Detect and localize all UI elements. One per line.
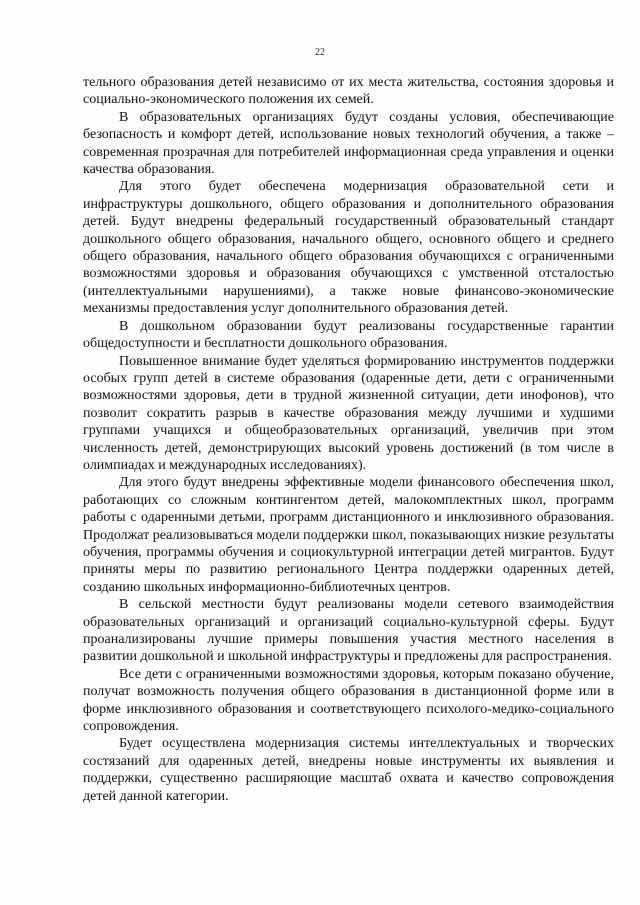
paragraph: Будет осуществлена модернизация системы интеллектуальных и творческих состязаний для одаренных детей, внедрены новые инструменты их выявления и поддержки, существенно расширяющие масштаб охвата и качество сопровождения детей данной категории. <box>83 736 614 804</box>
paragraph: В дошкольном образовании будут реализованы государственные гарантии общедоступности и бесплатности дошкольного образования. <box>83 318 614 352</box>
paragraph: тельного образования детей независимо от их места жительства, состояния здоровья и социально-экономического положения их семей. <box>83 75 614 108</box>
paragraph: Все дети с ограниченными возможностями здоровья, которым показано обучение, получат возможность получения общего образования в дистанционной форме или в форме инклюзивного образования и соответствующего психолого-медико-социального сопровождения. <box>83 666 614 735</box>
document-body <box>83 74 614 805</box>
paragraph: Для этого будет обеспечена модернизация образовательной сети и инфраструктуры дошкольного, общего образования и дополнительного образования детей. Будут внедрены федеральный государственный образовательный стандарт дошкольного общего образования, начального общего, основного общего и среднего общего образования, начального общего образования обучающихся с ограниченными возможностями здоровья и образования обучающихся с умственной отсталостью (интеллектуальными нарушениями), а также новые финансово-экономические механизмы предоставления услуг дополнительного образования детей. <box>83 179 614 317</box>
paragraph: Для этого будут внедрены эффективные модели финансового обеспечения школ, работающих со сложным контингентом детей, малокомплектных школ, программ работы с одаренными детьми, программ дистанционного и инклюзивного образования. Продолжат реализовываться модели поддержки школ, показывающих низкие результаты обучения, программы обучения и социокультурной интеграции детей мигрантов. Будут приняты меры по развитию регионального Центра поддержки одаренных детей, созданию школьных информационно-библиотечных центров. <box>83 475 614 595</box>
paragraph: В образовательных организациях будут созданы условия, обеспечивающие безопасность и комфорт детей, использование новых технологий обучения, а также – современная прозрачная для потребителей информационная среда управления и оценки качества образования. <box>83 109 614 178</box>
page-number: 22 <box>315 47 325 58</box>
paragraph: Повышенное внимание будет уделяться формированию инструментов поддержки особых групп детей в системе образования (одаренные дети, дети с ограниченными возможностями здоровья, дети в трудной жизненной ситуации, дети инофонов), что позволит сократить разрыв в качестве образования между лучшими и худшими группами учащихся и общеобразовательных организаций, увеличив при этом численность детей, демонстрирующих высокий уровень достижений (в том числе в олимпиадах и международных исследованиях). <box>83 353 614 473</box>
paragraph: В сельской местности будут реализованы модели сетевого взаимодействия образовательных организаций и организаций социально-культурной сферы. Будут проанализированы лучшие примеры повышения участия местного населения в развитии дошкольной и школьной инфраструктуры и предложены для распространения. <box>83 597 614 665</box>
